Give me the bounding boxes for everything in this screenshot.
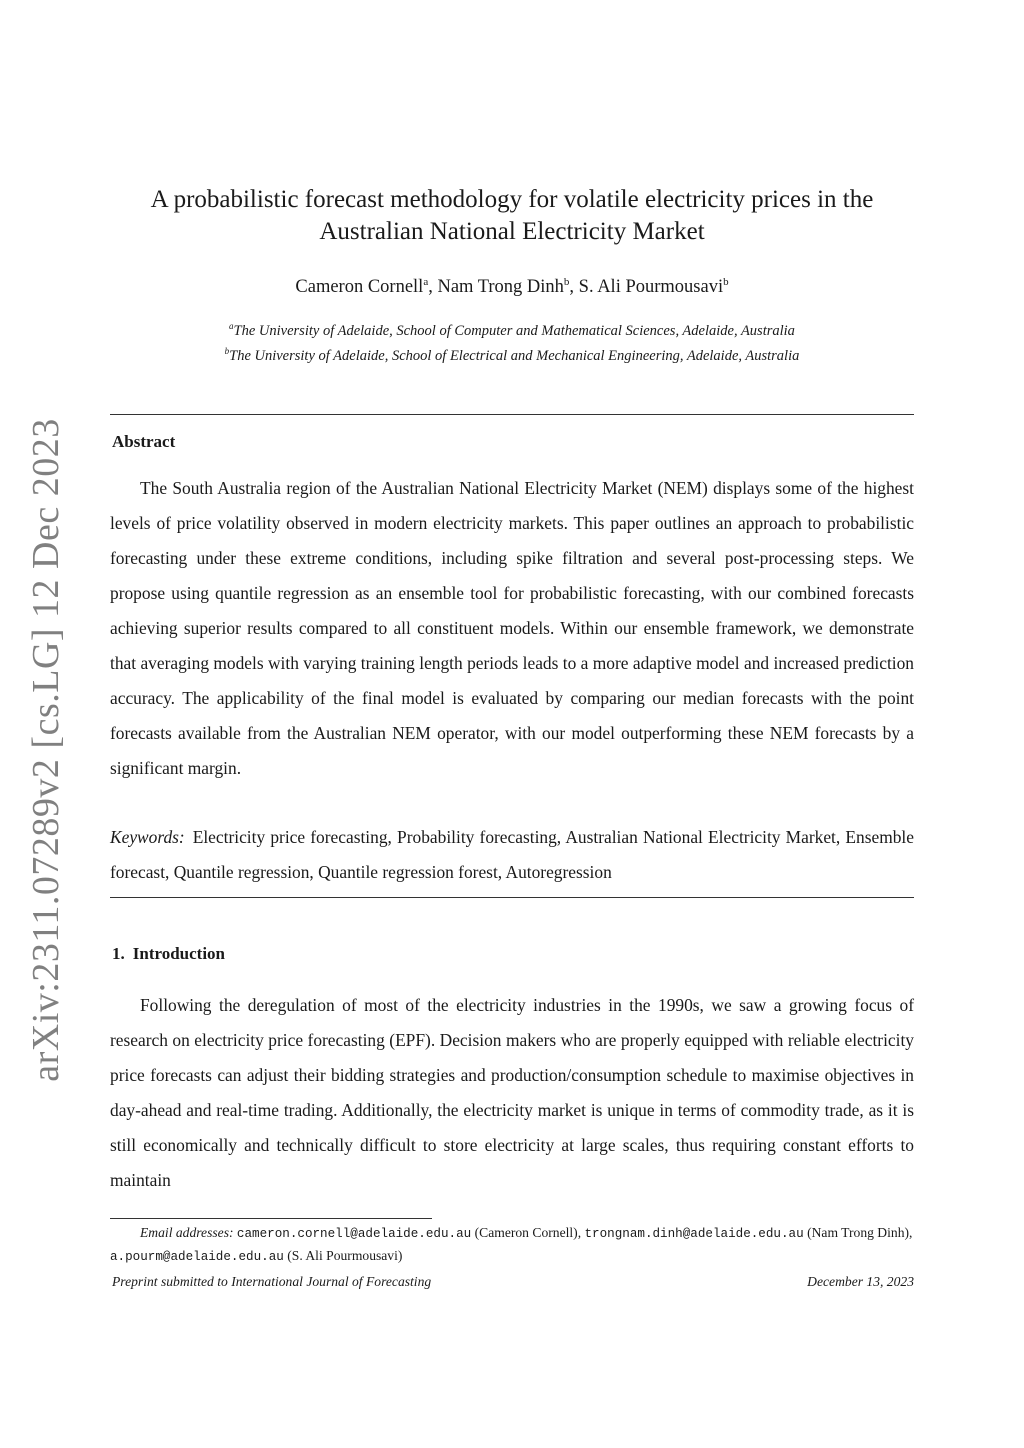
footnote-emails: Email addresses: cameron.cornell@adelaide.edu.au (Cameron Cornell), trongnam.dinh@adelaide.edu.au (Nam Trong Dinh), a.pourm@adelaide.edu.au (S. Ali Pourmousavi) <box>110 1225 913 1264</box>
keywords-text: Electricity price forecasting, Probability forecasting, Australian National Electricity Market, Ensemble forecast, Quantile regression, Quantile regression forest, Autoregression <box>110 827 914 882</box>
preprint-note: Preprint submitted to International Journal of Forecasting <box>112 1274 432 1289</box>
title-line-2: Australian National Electricity Market <box>319 218 705 245</box>
section-heading-introduction <box>112 944 225 964</box>
section-title: Introduction <box>132 944 226 963</box>
author-name: S. Ali Pourmousavi <box>578 277 724 298</box>
arxiv-identifier[interactable]: arXiv:2311.07289v2 [cs.LG] 12 Dec 2023 <box>25 418 67 1082</box>
footnote-rule <box>110 1218 432 1219</box>
affiliation-a: $^a$The University of Adelaide, School of Computer and Mathematical Sciences, Adelaide, Australia <box>229 321 795 339</box>
section-number: 1. <box>112 944 125 963</box>
affiliation-b: $^b$The University of Adelaide, School of Electrical and Mechanical Engineering, Adelaide, Australia <box>224 345 800 364</box>
abstract-bottom-rule <box>110 897 914 898</box>
paper-title <box>110 184 914 248</box>
abstract-text: The South Australia region of the Australian National Electricity Market (NEM) displays some of the highest levels of price volatility observed in modern electricity markets. This paper outlines an approach to probabilistic forecasting under these extreme conditions, including spike filtration and several post-processing steps. We propose using quantile regression as an ensemble tool for probabilistic forecasting, with our combined forecasts achieving superior results compared to all constituent models. Within our ensemble framework, we demonstrate that averaging models with varying training length periods leads to a more adaptive model and increased prediction accuracy. The applicability of the final model is evaluated by comparing our median forecasts with the point forecasts available from the Australian NEM operator, with our model outperforming these NEM forecasts by a significant margin. <box>110 478 914 778</box>
footnote-label: Email addresses: <box>140 1225 234 1240</box>
author-affil-mark: b <box>723 276 729 288</box>
keywords <box>110 820 914 890</box>
introduction-text: Following the deregulation of most of the electricity industries in the 1990s, we saw a growing focus of research on electricity price forecasting (EPF). Decision makers who are properly equipped with reliable electricity price forecasts can adjust their bidding strategies and production/consumption schedule to maximise objectives in day-ahead and real-time trading. Additionally, the electricity market is unique in terms of commodity trade, as it is still economically and technically difficult to store electricity at large scales, thus requiring constant efforts to maintain <box>110 995 914 1190</box>
abstract-top-rule <box>110 414 914 415</box>
affiliations <box>110 316 914 366</box>
author-affil-mark: a <box>423 276 429 288</box>
preprint-date: December 13, 2023 <box>807 1274 914 1289</box>
abstract-heading: Abstract <box>112 432 176 451</box>
email-link[interactable]: a.pourm@adelaide.edu.au <box>110 1250 284 1264</box>
author-name: Nam Trong Dinh <box>437 277 564 298</box>
email-link[interactable]: cameron.cornell@adelaide.edu.au <box>236 1227 472 1241</box>
email-link[interactable]: trongnam.dinh@adelaide.edu.au <box>584 1227 804 1241</box>
keywords-label: Keywords: <box>110 827 185 847</box>
title-line-1: A probabilistic forecast methodology for volatile electricity prices in the <box>150 186 874 213</box>
author-affil-mark: b <box>563 276 570 288</box>
author-list: Cameron Cornell$^a$, Nam Trong Dinh$^b$, S. Ali Pourmousavi$^b$ <box>295 276 729 298</box>
author-name: Cameron Cornell <box>295 277 424 298</box>
